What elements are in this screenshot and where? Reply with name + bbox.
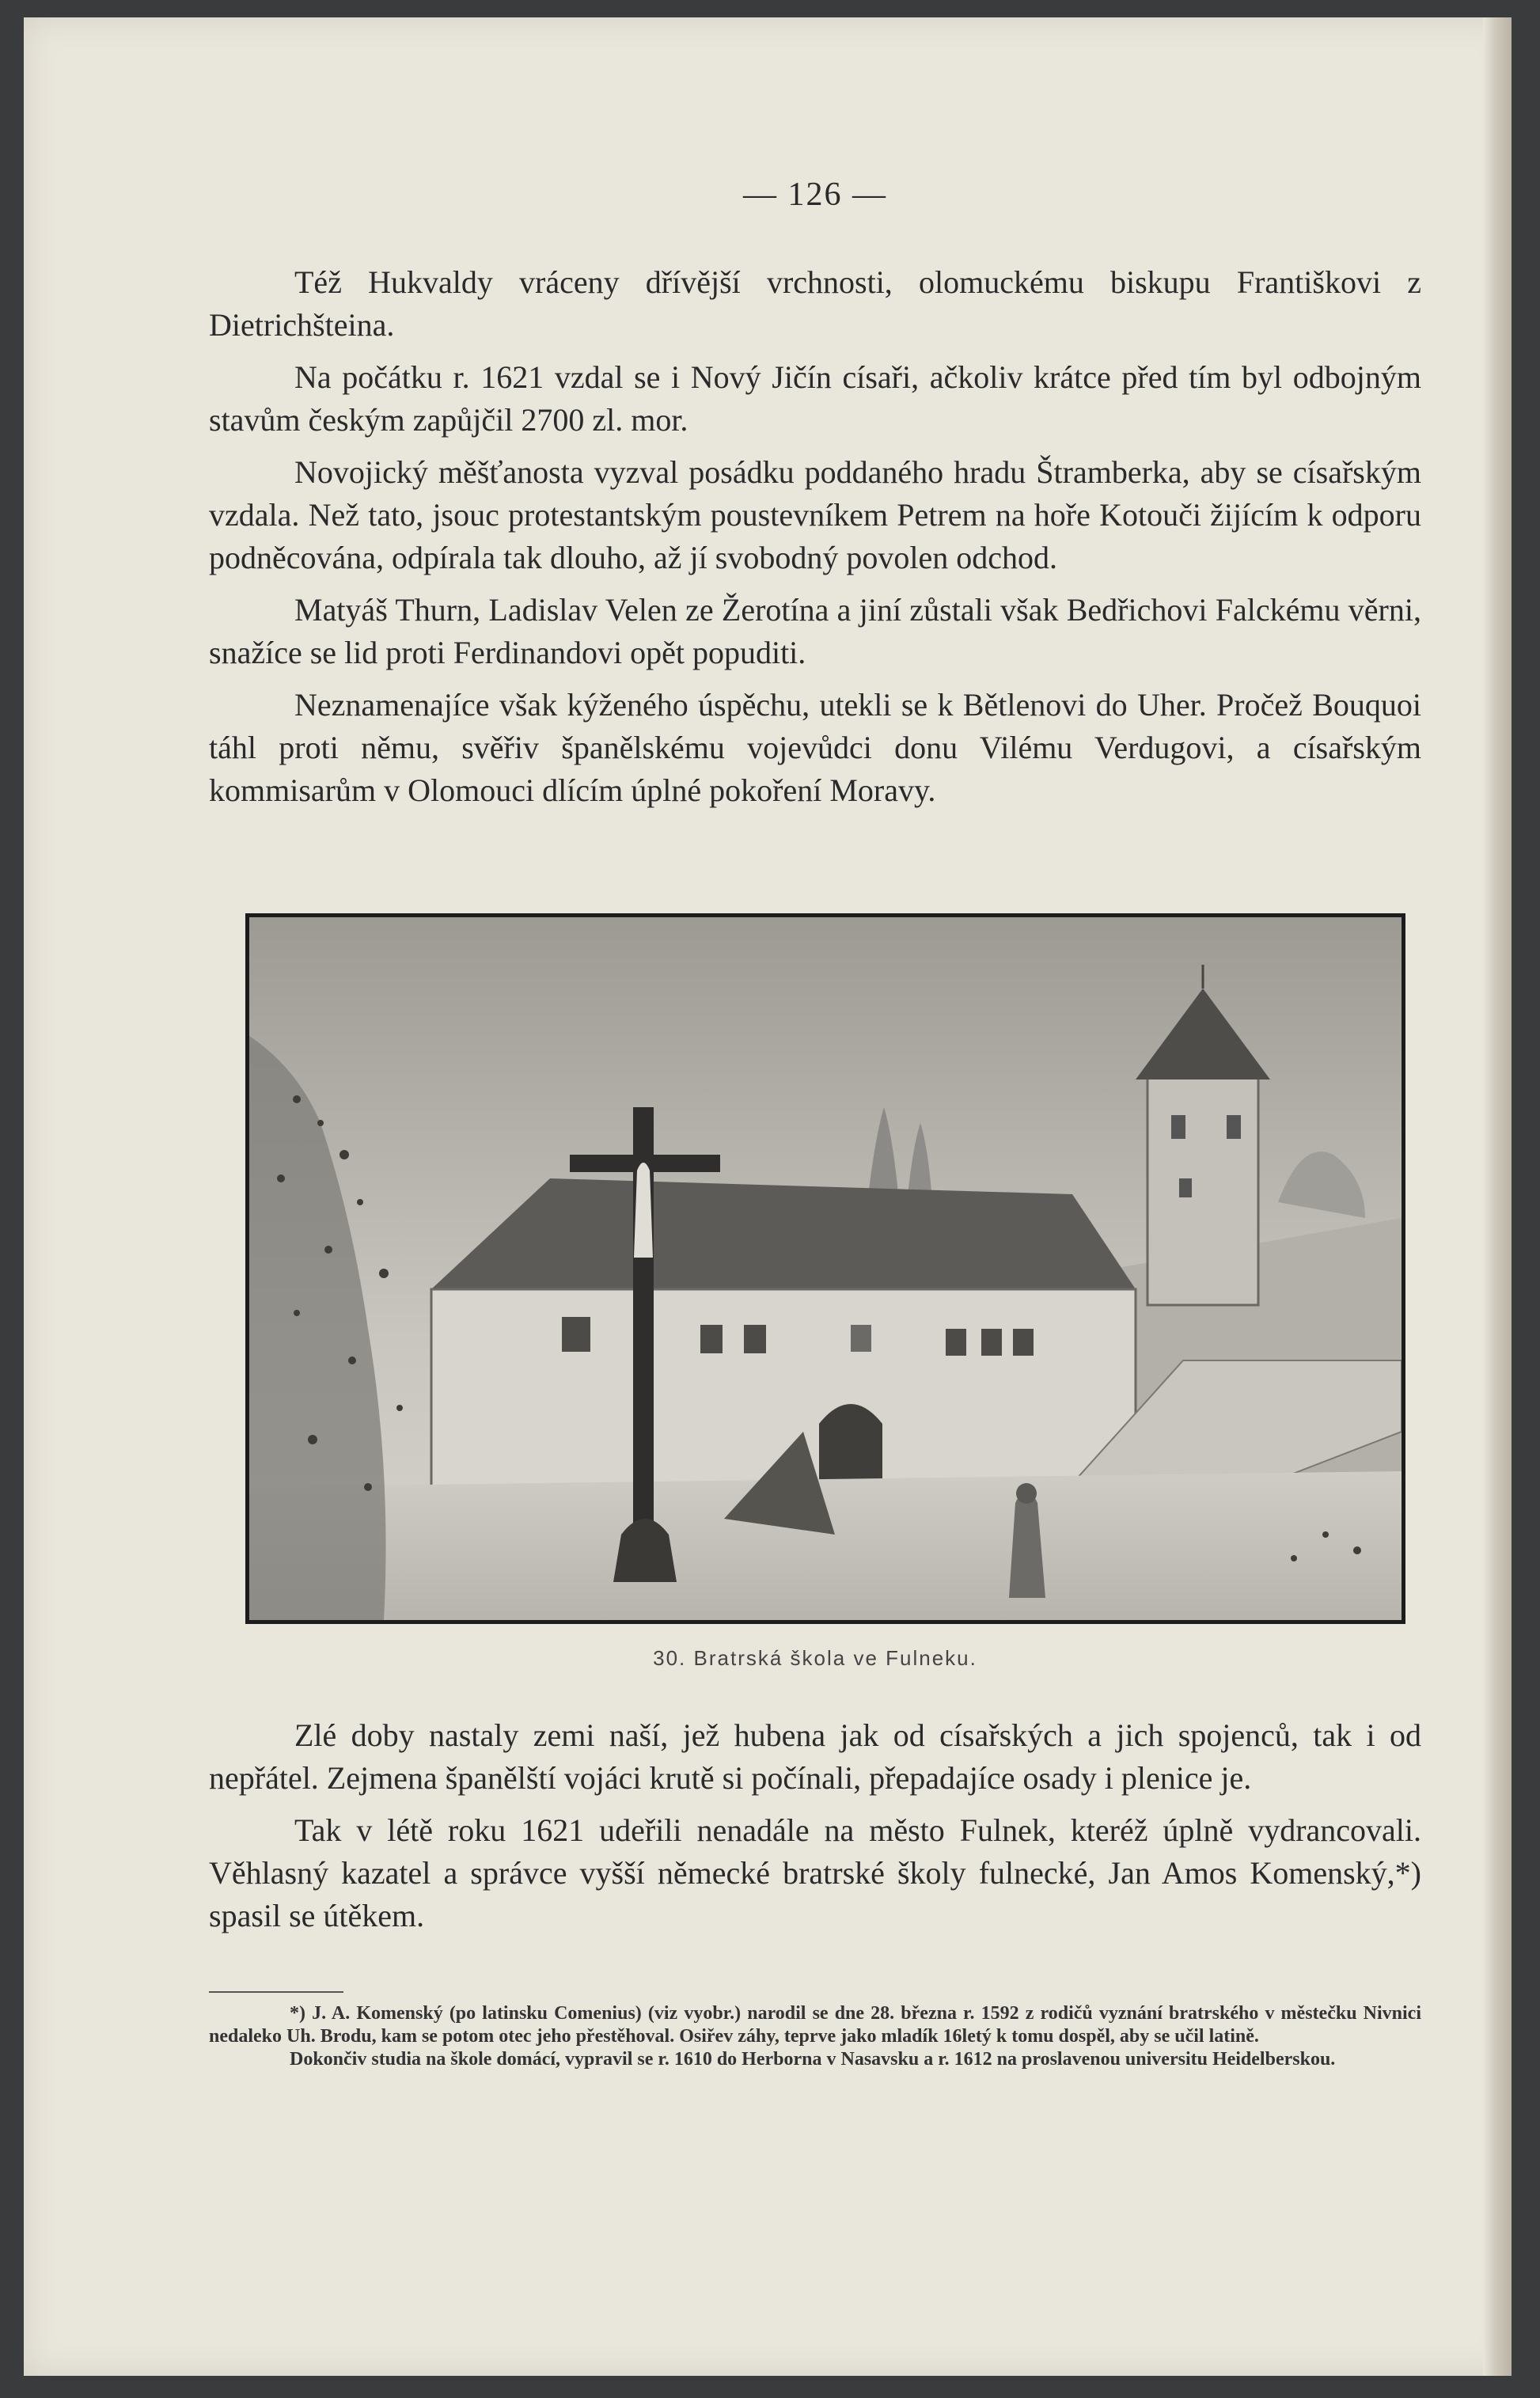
- ground: [249, 1471, 1402, 1620]
- footnotes: [209, 2002, 1421, 2071]
- building-window: [851, 1325, 871, 1352]
- body-text-top: [209, 261, 1421, 821]
- paragraph: Novojický měšťanosta vyzval posádku poddaného hradu Štramberka, aby se císařským vzdala. Než tato, jsouc protestantským poustevníkem Petrem na hoře Kotouči žijícím k odporu podněcována, odpírala tak dlouho, až jí svobodný povolen odchod.: [209, 454, 1421, 575]
- building-window: [700, 1325, 723, 1353]
- building-window: [981, 1329, 1002, 1356]
- footnote: Dokončiv studia na škole domácí, vypravil se r. 1610 do Herborna v Nasavsku a r. 1612 na proslavenou universitu Heidelberskou.: [290, 2049, 1336, 2070]
- book-page: [24, 17, 1512, 2376]
- figure-head: [1016, 1483, 1037, 1504]
- church-tower: [1147, 1076, 1258, 1305]
- building-window: [1013, 1329, 1034, 1356]
- tower-window: [1179, 1178, 1192, 1197]
- footnote: *) J. A. Komenský (po latinsku Comenius) (viz vyobr.) narodil se dne 28. března r. 1592 z rodičů vyznání bratrského v městečku Nivnici nedaleko Uh. Brodu, kam se potom otec jeho přestěhoval. Osiřev záhy, teprve jako mladík 16letý k tomu dospěl, aby se učil latině.: [209, 2003, 1421, 2047]
- paragraph: Neznamenajíce však kýženého úspěchu, utekli se k Bětlenovi do Uher. Pročež Bouquoi táhl proti němu, svěřiv španělskému vojevůdci donu Vilému Verdugovi, a císařským kommisarům v Olomouci dlícím úplné pokoření Moravy.: [209, 687, 1421, 808]
- building-window: [562, 1317, 590, 1352]
- page-number: — 126 —: [743, 176, 887, 213]
- tower-window: [1171, 1115, 1185, 1139]
- building-window: [946, 1329, 966, 1356]
- tower-window: [1227, 1115, 1241, 1139]
- body-text-bottom: [209, 1714, 1421, 1947]
- page-edge: [1483, 17, 1512, 2376]
- illustration-drawing: [249, 917, 1402, 1620]
- paragraph: Též Hukvaldy vráceny dřívější vrchnosti, olomuckému biskupu Františkovi z Dietrichšteina.: [209, 264, 1421, 343]
- paragraph: Na počátku r. 1621 vzdal se i Nový Jičín císaři, ačkoliv krátce před tím byl odbojným stavům českým zapůjčil 2700 zl. mor.: [209, 359, 1421, 438]
- building-window: [744, 1325, 766, 1353]
- school-roof: [431, 1178, 1136, 1289]
- footnote-divider: [209, 1991, 343, 1993]
- paragraph: Tak v létě roku 1621 udeřili nenadále na město Fulnek, kteréž úplně vydrancovali. Věhlasný kazatel a správce vyšší německé bratrské školy fulnecké, Jan Amos Komenský,*) spasil se útěkem.: [209, 1812, 1421, 1933]
- paragraph: Zlé doby nastaly zemi naší, jež hubena jak od císařských a jich spojenců, tak i od nepřátel. Zejmena španělští vojáci krutě si počínali, přepadajíce osady i plenice je.: [209, 1717, 1421, 1796]
- figure-caption: 30. Bratrská škola ve Fulneku.: [653, 1646, 977, 1670]
- paragraph: Matyáš Thurn, Ladislav Velen ze Žerotína a jiní zůstali však Bedřichovi Falckému věrni, snažíce se lid proti Ferdinandovi opět popuditi.: [209, 592, 1421, 670]
- illustration-fulnek-school: [245, 913, 1405, 1624]
